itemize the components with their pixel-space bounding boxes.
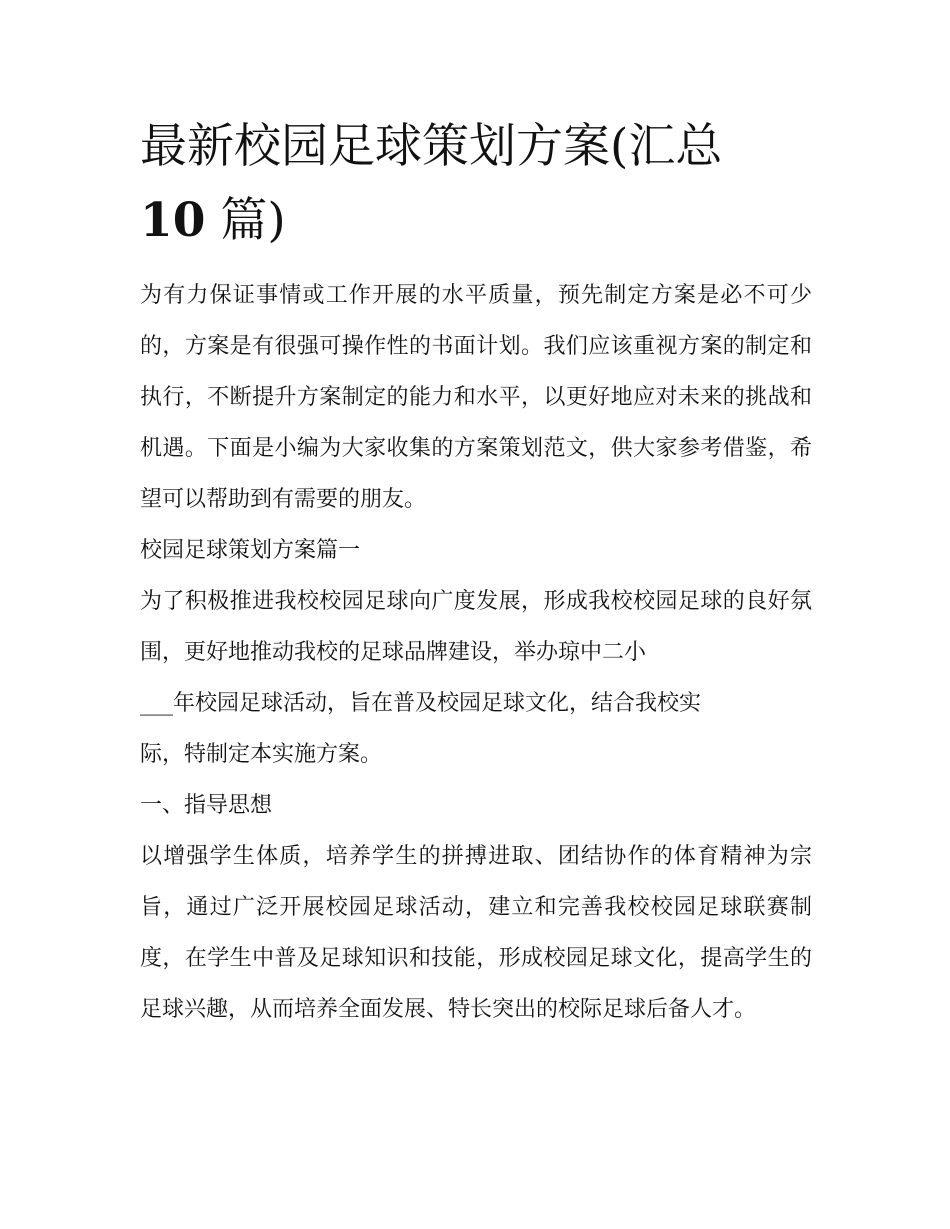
section1-text-c: 际，特制定本实施方案。 (140, 742, 383, 767)
section1-text-a: 为了积极推进我校校园足球向广度发展，形成我校校园足球的良好氛围，更好地推动我校的足球品牌建设，举办琼中二小 (140, 589, 812, 665)
title-number: 10 (140, 193, 206, 248)
section-heading: 校园足球策划方案篇一 (140, 538, 361, 563)
title-main: 最新校园足球策划方案(汇总 (140, 119, 723, 174)
intro-paragraph: 为有力保证事情或工作开展的水平质量，预先制定方案是必不可少的，方案是有很强可操作性的书面计划。我们应该重视方案的制定和执行，不断提升方案制定的能力和水平，以更好地应对未来的挑战和机遇。下面是小编为大家收集的方案策划范文，供大家参考借鉴，希望可以帮助到有需要的朋友。 (140, 283, 812, 512)
document-title (140, 110, 812, 258)
document-page (140, 110, 812, 1035)
section1-text-b: ___年校园足球活动，旨在普及校园足球文化，结合我校实 (140, 691, 702, 716)
subsection-heading: 一、指导思想 (140, 793, 273, 818)
section1-paragraph (140, 576, 812, 780)
title-tail: 篇) (220, 193, 286, 248)
subsection1-paragraph: 以增强学生体质，培养学生的拼搏进取、团结协作的体育精神为宗旨，通过广泛开展校园足球活动，建立和完善我校校园足球联赛制度，在学生中普及足球知识和技能，形成校园足球文化，提高学生的足球兴趣，从而培养全面发展、特长突出的校际足球后备人才。 (140, 844, 812, 1022)
